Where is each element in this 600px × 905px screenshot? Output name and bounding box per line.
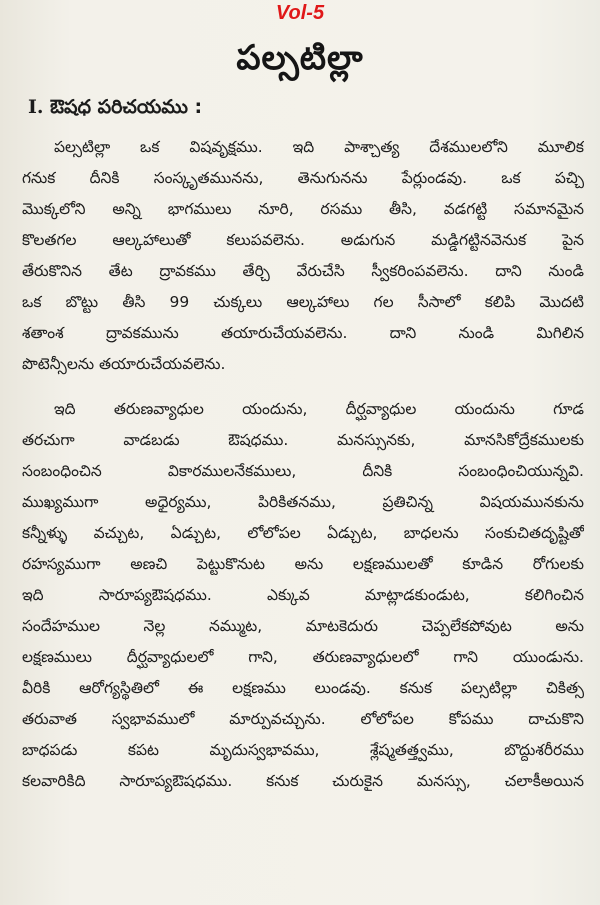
text-line: తరువాత స్వభావములో మార్పువచ్చును. లోలోపల కోపము దాచుకొని xyxy=(22,710,584,728)
text-line: పల్సటిల్లా ఒక విషవృక్షము. ఇది పాశ్చాత్య దేశములలోని మూలిక xyxy=(54,138,584,156)
paragraph-2 xyxy=(22,394,584,797)
text-line: కలవారికిది సారూప్యఔషధము. కనుక చురుకైన మనస్సు, చలాకీఅయిన xyxy=(22,772,584,790)
text-line: తేరుకొనిన తేట ద్రావకము తేర్చి వేరుచేసి స్వీకరింపవలెను. దాని నుండి xyxy=(22,262,584,280)
text-line: కన్నీళ్ళు వచ్చుట, ఏడ్చుట, లోలోపల ఏడ్చుట, బాధలను సంకుచితదృష్టితో xyxy=(22,524,584,542)
text-line: ఇది తరుణవ్యాధుల యందును, దీర్ఘవ్యాధుల యందును గూడ xyxy=(54,400,584,418)
text-line: ఇది సారూప్యఔషధము. ఎక్కువ మాట్లాడకుండుట, కలిగించిన xyxy=(22,586,584,604)
text-line: లక్షణములు దీర్ఘవ్యాధులలో గాని, తరుణవ్యాధులలో గాని యుండును. xyxy=(22,648,584,666)
body-text xyxy=(22,132,584,797)
text-line: వీరికి ఆరోగ్యస్థితిలో ఈ లక్షణము లుండవు. కనుక పల్సటిల్లా చికిత్స xyxy=(22,679,584,697)
section-number: I. xyxy=(28,96,44,118)
volume-label: Vol-5 xyxy=(275,2,325,24)
text-line: ముఖ్యముగా అధైర్యము, పిరికితనము, ప్రతిచిన్న విషయమునకును xyxy=(22,493,584,511)
section-heading-text: ఔషధ పరిచయము : xyxy=(50,96,203,118)
text-line: కొలతగల ఆల్కహాలుతో కలుపవలెను. అడుగున మడ్డిగట్టినవెనుక పైన xyxy=(22,231,584,249)
text-line: శతాంశ ద్రావకమును తయారుచేయవలెను. దాని నుండి మిగిలిన xyxy=(22,324,584,342)
text-line: మొక్కలోని అన్ని భాగములు నూరి, రసము తీసి, వడగట్టి సమానమైన xyxy=(22,200,584,218)
section-heading xyxy=(28,96,202,123)
text-line: గనుక దీనికి సంస్కృతమునను, తెనుగునను పేర్లుండవు. ఒక పచ్చి xyxy=(22,169,584,187)
paragraph-1 xyxy=(22,132,584,380)
text-line: తరచుగా వాడబడు ఔషధము. మనస్సునకు, మానసికోద్రేకములకు xyxy=(22,431,584,449)
text-line: రహస్యముగా అణచి పెట్టుకొనుట అను లక్షణములతో కూడిన రోగులకు xyxy=(22,555,584,573)
text-line: సంబంధించిన వికారములనేకములు, దీనికి సంబంధించియున్నవి. xyxy=(22,462,584,480)
text-line: బాధపడు కపట మృదుస్వభావము, శ్లేష్మతత్త్వము, బొద్దుశరీరము xyxy=(22,741,584,759)
text-line: ఒక బొట్టు తీసి 99 చుక్కలు ఆల్కహాలు గల సీసాలో కలిపి మొదటి xyxy=(22,293,584,311)
page-title: పల్సటిల్లా xyxy=(236,38,364,78)
text-line: సందేహముల నెల్ల నమ్ముట, మాటకెదురు చెప్పలేకపోవుట అను xyxy=(22,617,584,635)
text-line: పొటెన్సీలను తయారుచేయవలెను. xyxy=(22,355,226,373)
